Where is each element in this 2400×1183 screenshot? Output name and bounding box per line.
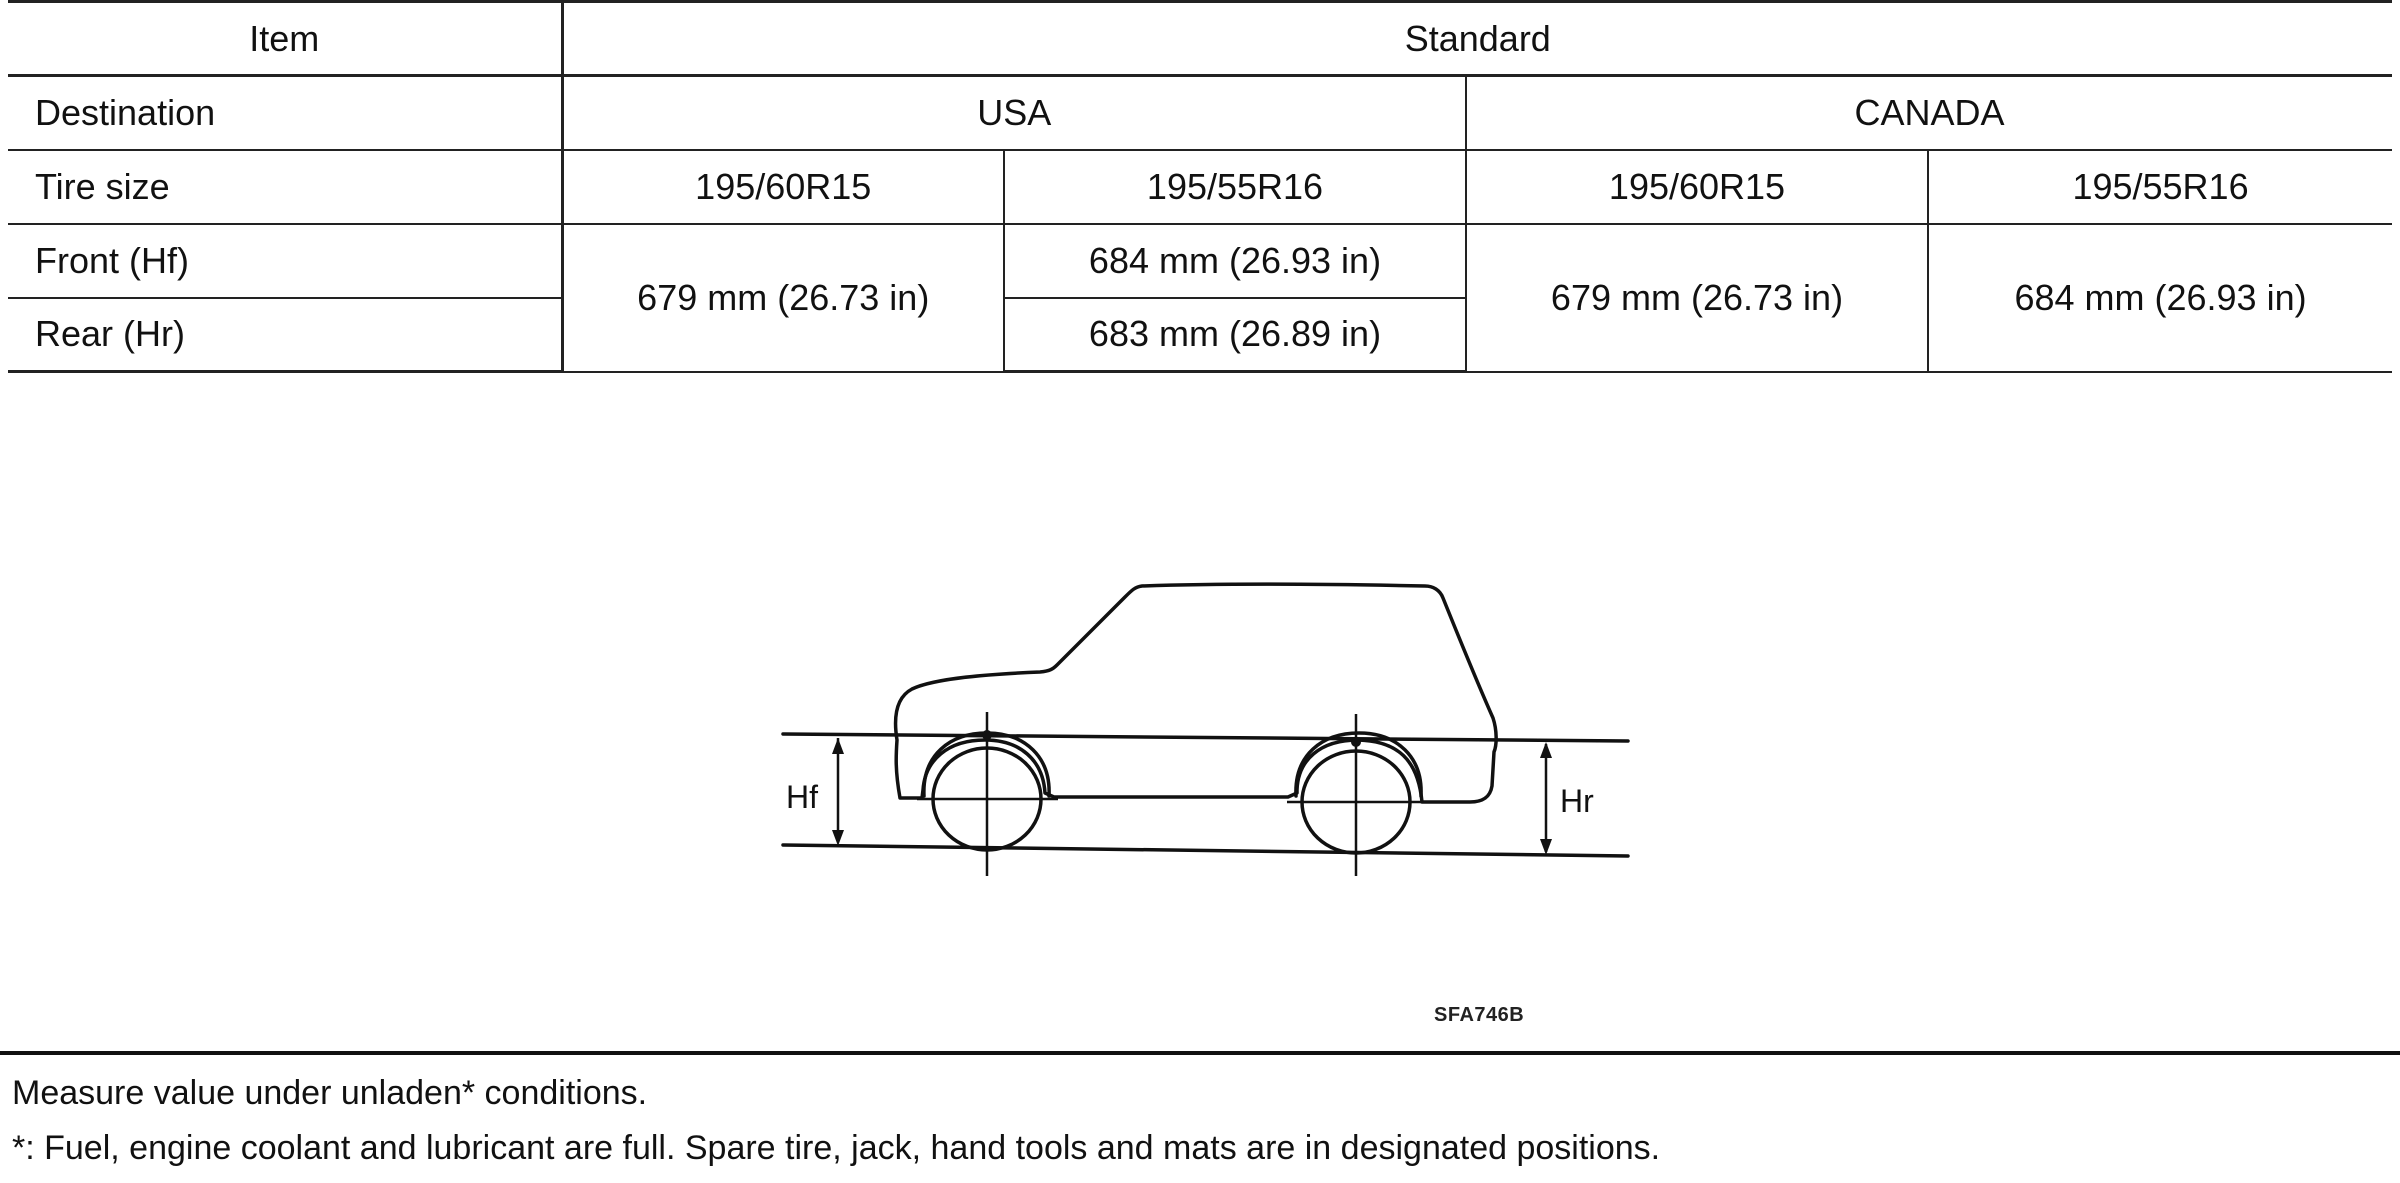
front-label: Front (Hf)	[8, 224, 562, 298]
unladen-definition-note: *: Fuel, engine coolant and lubricant are full. Spare tire, jack, hand tools and mats are in designated positions.	[12, 1129, 1661, 1167]
hf-arrow-top	[832, 738, 844, 754]
ground-line	[783, 845, 1628, 856]
header-row	[8, 2, 2392, 76]
section-divider	[0, 1051, 2400, 1055]
hf-arrow-bottom	[832, 830, 844, 846]
rear-label: Rear (Hr)	[8, 298, 562, 372]
vehicle-body-outline	[896, 584, 1497, 802]
figure-code: SFA746B	[1434, 1004, 1525, 1026]
front-measure-point	[982, 730, 992, 740]
hr-label: Hr	[1560, 783, 1594, 819]
destination-row	[8, 76, 2392, 150]
tire-size-usa-r16: 195/55R16	[1004, 150, 1466, 224]
tire-size-canada-r15: 195/60R15	[1466, 150, 1928, 224]
hr-arrow-bottom	[1540, 839, 1552, 855]
destination-canada: CANADA	[1466, 76, 2392, 150]
ride-height-diagram	[0, 370, 2400, 930]
header-item: Item	[8, 2, 562, 76]
hr-arrow-top	[1540, 742, 1552, 758]
hf-label: Hf	[786, 779, 818, 815]
canada-r15-value: 679 mm (26.73 in)	[1466, 224, 1928, 372]
tire-size-row	[8, 150, 2392, 224]
usa-r16-rear-value: 683 mm (26.89 in)	[1004, 298, 1466, 372]
upper-reference-line	[783, 734, 1628, 741]
destination-label: Destination	[8, 76, 562, 150]
ride-height-table	[8, 0, 2392, 373]
front-row	[8, 224, 2392, 298]
tire-size-canada-r16: 195/55R16	[1928, 150, 2392, 224]
canada-r16-value: 684 mm (26.93 in)	[1928, 224, 2392, 372]
tire-size-usa-r15: 195/60R15	[562, 150, 1004, 224]
tire-size-label: Tire size	[8, 150, 562, 224]
usa-r15-value: 679 mm (26.73 in)	[562, 224, 1004, 372]
measurement-note: Measure value under unladen* conditions.	[12, 1074, 648, 1112]
usa-r16-front-value: 684 mm (26.93 in)	[1004, 224, 1466, 298]
header-standard: Standard	[562, 2, 2392, 76]
rear-measure-point	[1351, 737, 1361, 747]
destination-usa: USA	[562, 76, 1466, 150]
